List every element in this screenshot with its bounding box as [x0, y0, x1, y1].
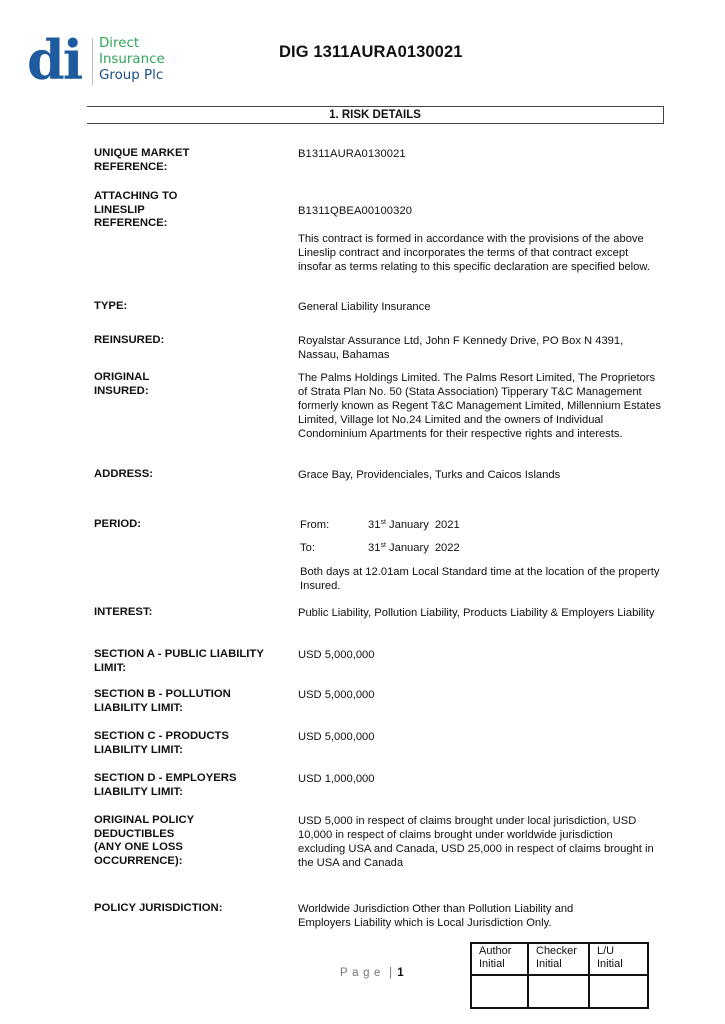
- initials-table: [470, 942, 649, 1009]
- section-a-label: [94, 648, 264, 675]
- checker-header-line-1: Checker: [536, 945, 577, 957]
- checker-header-line-2: Initial: [536, 958, 562, 970]
- page-number-footer: [340, 967, 404, 979]
- deductibles-label-line-3: (ANY ONE LOSS: [94, 841, 183, 854]
- author-header-line-1: Author: [479, 945, 512, 957]
- company-logo: [27, 28, 177, 92]
- deductibles-label-line-4: OCCURRENCE):: [94, 854, 183, 867]
- logo-divider: [92, 38, 93, 85]
- section-b-label-line-1: SECTION B - POLLUTION: [94, 688, 231, 700]
- lineslip-label-line-3: REFERENCE:: [94, 217, 168, 230]
- type-label: TYPE:: [94, 300, 128, 312]
- umr-label-line-2: REFERENCE:: [94, 160, 168, 173]
- lu-initial-cell[interactable]: [589, 975, 648, 1008]
- original-insured-label: [94, 371, 149, 398]
- address-value: Grace Bay, Providenciales, Turks and Caicos Islands: [298, 469, 561, 481]
- umr-label: [94, 147, 189, 174]
- type-value: General Liability Insurance: [298, 301, 431, 313]
- logo-wordmark: [99, 36, 165, 84]
- period-from-label: From:: [300, 519, 330, 531]
- section-d-label-line-1: SECTION D - EMPLOYERS: [94, 772, 237, 784]
- section-d-value: USD 1,000,000: [298, 773, 375, 785]
- section-b-label-line-2: LIABILITY LIMIT:: [94, 701, 183, 714]
- section-c-label-line-1: SECTION C - PRODUCTS: [94, 730, 229, 742]
- deductibles-label-line-1: ORIGINAL POLICY: [94, 814, 195, 826]
- jurisdiction-value: Worldwide Jurisdiction Other than Pollution Liability and Employers Liability which is Local Jurisdiction Only.: [298, 903, 574, 929]
- lineslip-note: This contract is formed in accordance with the provisions of the above Lineslip contract and incorporates the terms of that contract except insofar as terms relating to this specific declaration are specified below.: [298, 233, 650, 273]
- lu-header-line-2: Initial: [597, 958, 623, 970]
- section-a-label-line-2: LIMIT:: [94, 661, 126, 674]
- umr-value: B1311AURA0130021: [298, 148, 406, 160]
- logo-mark: di: [27, 28, 82, 92]
- period-to-month: January: [389, 542, 429, 554]
- deductibles-label: [94, 814, 194, 868]
- lineslip-value: B1311QBEA00100320: [298, 205, 413, 217]
- section-c-value: USD 5,000,000: [298, 731, 375, 743]
- section-a-label-line-1: SECTION A - PUBLIC LIABILITY: [94, 648, 264, 660]
- section-title: 1. RISK DETAILS: [87, 106, 664, 124]
- address-label: ADDRESS:: [94, 468, 153, 480]
- lineslip-label: [94, 190, 177, 231]
- logo-line-1: Direct: [99, 36, 140, 51]
- period-to-day: 31: [368, 542, 381, 554]
- section-d-label: [94, 772, 236, 799]
- period-label: PERIOD:: [94, 518, 142, 530]
- section-d-label-line-2: LIABILITY LIMIT:: [94, 785, 183, 798]
- author-initial-header: [471, 943, 528, 975]
- original-insured-label-line-2: INSURED:: [94, 384, 149, 397]
- page-separator: |: [389, 967, 393, 979]
- section-b-value: USD 5,000,000: [298, 689, 375, 701]
- reinsured-value: Royalstar Assurance Ltd, John F Kennedy Drive, PO Box N 4391, Nassau, Bahamas: [298, 335, 624, 361]
- original-insured-value: The Palms Holdings Limited. The Palms Resort Limited, The Proprietors of Strata Plan No. 50 (Stata Association) Tipperary T&C Management formerly known as Regent T&C Management Limited, Millennium Estates Limited, Village lot No.24 Limited and the owners of Individual Condominium Apartments for their respective rights and interests.: [298, 372, 661, 440]
- checker-initial-header: [528, 943, 589, 975]
- section-a-value: USD 5,000,000: [298, 649, 375, 661]
- interest-value: Public Liability, Pollution Liability, Products Liability & Employers Liability: [298, 607, 655, 619]
- umr-label-line-1: UNIQUE MARKET: [94, 147, 190, 159]
- author-header-line-2: Initial: [479, 958, 505, 970]
- period-from-day: 31: [368, 519, 381, 531]
- section-c-label: [94, 730, 229, 757]
- lineslip-label-line-1: ATTACHING TO: [94, 190, 178, 202]
- original-insured-label-line-1: ORIGINAL: [94, 371, 150, 383]
- period-from-year: 2021: [434, 519, 460, 531]
- author-initial-cell[interactable]: [471, 975, 528, 1008]
- lu-header-line-1: L/U: [597, 945, 615, 957]
- period-to-date: [368, 541, 460, 555]
- period-from-month: January: [389, 519, 429, 531]
- checker-initial-cell[interactable]: [528, 975, 589, 1008]
- interest-label: INTEREST:: [94, 606, 153, 618]
- page-number: 1: [397, 967, 404, 979]
- initials-header-row: [471, 943, 648, 975]
- jurisdiction-label: POLICY JURISDICTION:: [94, 902, 223, 914]
- section-c-label-line-2: LIABILITY LIMIT:: [94, 743, 183, 756]
- period-to-year: 2022: [434, 542, 460, 554]
- document-reference: DIG 1311AURA0130021: [279, 43, 463, 61]
- logo-line-3: Group Plc: [99, 68, 164, 83]
- period-from-date: [368, 518, 460, 532]
- reinsured-label: REINSURED:: [94, 334, 165, 346]
- period-note: Both days at 12.01am Local Standard time at the location of the property Insured.: [300, 566, 660, 592]
- page-word: Page: [340, 967, 385, 979]
- logo-line-2: Insurance: [99, 52, 165, 67]
- section-b-label: [94, 688, 231, 715]
- lu-initial-header: [589, 943, 648, 975]
- period-to-suffix: st: [380, 542, 386, 549]
- deductibles-label-line-2: DEDUCTIBLES: [94, 827, 175, 840]
- period-from-suffix: st: [380, 519, 386, 526]
- initials-entry-row: [471, 975, 648, 1008]
- period-to-label: To:: [300, 542, 315, 554]
- deductibles-value: USD 5,000 in respect of claims brought under local jurisdiction, USD 10,000 in respect of claims brought under worldwide jurisdiction excluding USA and Canada, USD 25,000 in respect of claims brought in the USA and Canada: [298, 815, 654, 869]
- lineslip-label-line-2: LINESLIP: [94, 203, 145, 216]
